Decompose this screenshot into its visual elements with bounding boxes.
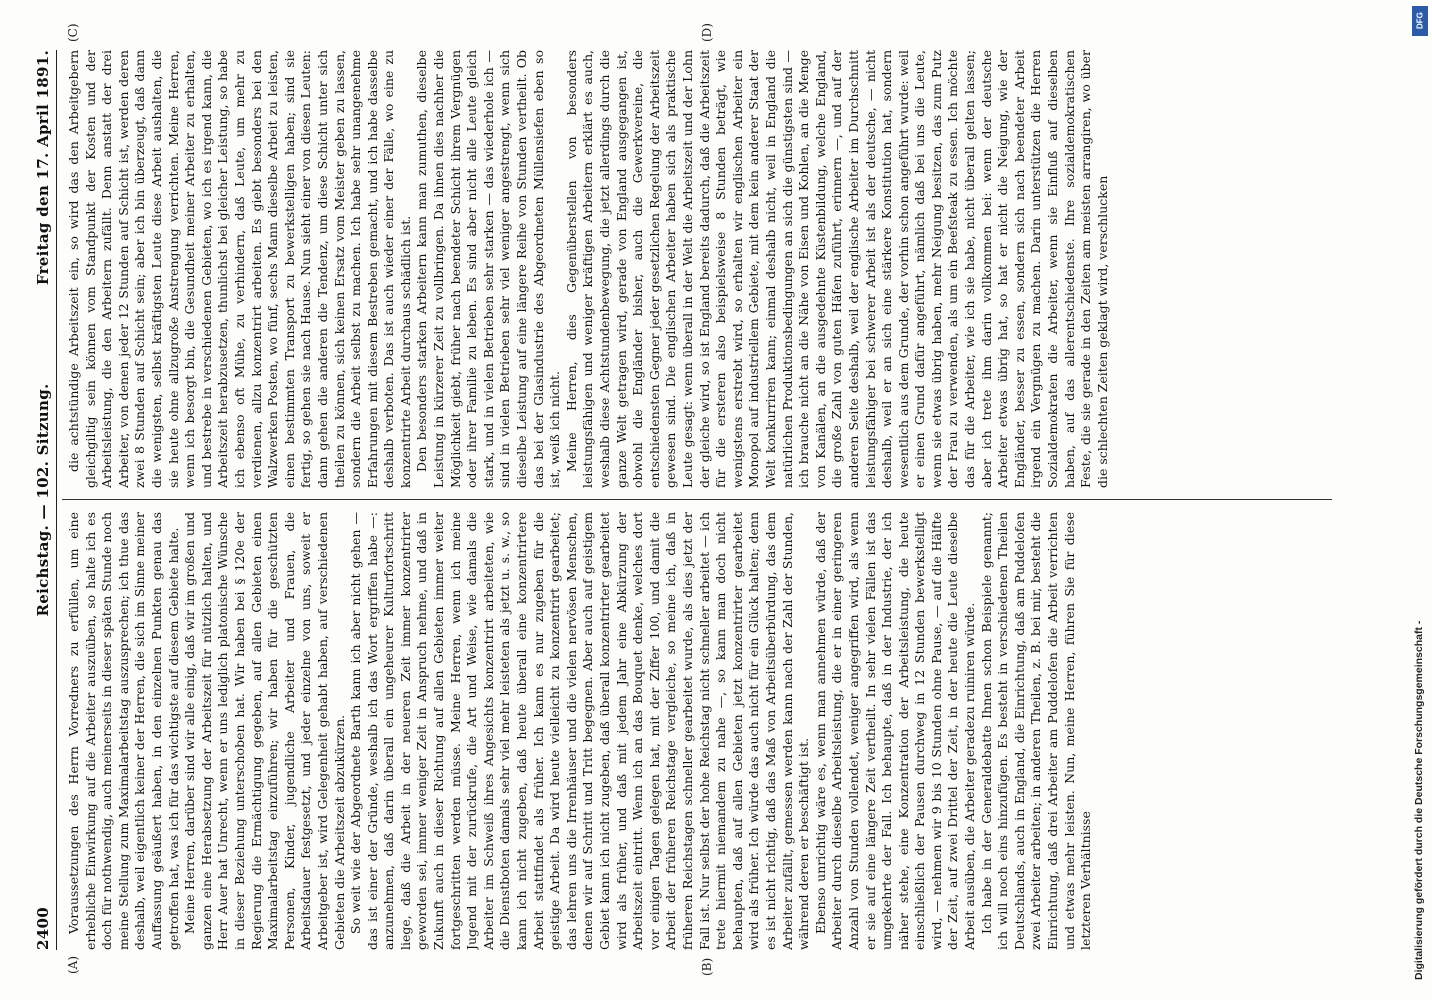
paragraph: die achtstündige Arbeitszeit ein, so wird das den Arbeitgebern gleichgiltig sein können vom Standpunkt der Kosten und der Arbeitsleistung, die den Arbeitern zufällt. Denn anstatt der drei Arbeiter, von denen jeder 12 Stunden auf Schicht ist, werden deren zwei 8 Stunden auf Schicht sein; aber ich bin überzeugt, daß dann die wenigsten, selbst kräftigsten Leute diese Arbeit aushalten, die sie heute ohne allzugroße Anstrengung verrichten. Meine Herren, wenn ich besorgt bin, die Gesundheit meiner Arbeiter zu erhalten, und bestrebe in verschiedenen Gebieten, wo ich es irgend kann, die Arbeitszeit herabzusetzen, thunlichst bei gleicher Leistung, so habe ich ebenso oft Mühe, zu verhindern, daß Leute, um mehr zu verdienen, allzu konzentrirt arbeiten. Es giebt besonders bei den Walzwerken Posten, wo fünf, sechs Mann dieselbe Arbeit zu leisten, einen bestimmten Transport zu bewerkstelligen haben; sind sie fertig, so gehen sie nach Hause. Nun sieht einer von diesen Leuten: dann gehen die anderen die Tendenz, um diese Schicht unter sich theilen zu können, sich keinen Ersatz vom Meister geben zu lassen, sondern die Arbeit selbst zu machen. Ich habe sehr unangenehme Erfahrungen mit diesem Bestreben gemacht, und ich habe dasselbe deshalb verboten. Das ist auch wieder einer der Fälle, wo eine zu konzentrirte Arbeit durchaus schädlich ist. <box>66 50 413 488</box>
paragraph: Ebenso unrichtig wäre es, wenn man annehmen würde, daß der Arbeiter durch dieselbe Arbeitsleistung, die er in einer geringeren Anzahl von Stunden vollendet, weniger angegriffen wird, als wenn er sie auf eine längere Zeit vertheilt. In sehr vielen Fällen ist das umgekehrte der Fall. Ich behaupte, daß in der Industrie, der ich näher stehe, eine Konzentration der Arbeitsleistung, die heute einschließlich der Pausen durchweg in 12 Stunden bewerkstelligt wird, — nehmen wir 9 bis 10 Stunden ohne Pause, — auf die Hälfte der Zeit, auf zwei Drittel der Zeit, in der heute die Leute dieselbe Arbeit ausüben, die Arbeiter geradezu ruiniren würde. <box>812 512 978 950</box>
paragraph: So weit wie der Abgeordnete Barth kann ich aber nicht gehen — das ist einer der Gründe, weshalb ich das Wort ergriffen habe —: anzunehmen, daß darin überall ein ungeheurer Kulturfortschritt liege, daß die Arbeit in der neueren Zeit immer konzentrirter geworden sei, immer weniger Zeit in Anspruch nehme, und daß in Zukunft auch in dieser Richtung auf allen Gebieten immer weiter fortgeschritten werden müsse. Meine Herren, wenn ich meine Jugend mit der zurückrufe, die Art und Weise, wie damals die Arbeiter im Schweiß ihres Angesichts konzentrirt arbeiteten, wie die Dienstboten damals sehr viel mehr leisteten als jetzt u. s. w., so kann ich nicht zugeben, daß heute überall eine konzentrirtere Arbeit stattfindet als früher. Ich kann es nur zugeben für die geistige Arbeit. Da wird heute vielleicht zu konzentrirt gearbeitet; das lehren uns die Irrenhäuser und die vielen nervösen Menschen, denen wir auf Schritt und Tritt begegnen. Aber auch auf geistigem Gebiet kann ich nicht zugeben, daß überall konzentrirter gearbeitet wird als früher, und daß mit jedem Jahr eine Abkürzung der Arbeitszeit eintritt. Wenn ich an das Bouquet denke, welches dort vor einigen Tagen gelegen hat, mit der Ziffer 100, und damit die Arbeit der früheren Reichstage vergleiche, so meine ich, daß in früheren Reichstagen schneller gearbeitet wurde, als dies jetzt der Fall ist. Nur selbst der hohe Reichstag nicht schneller arbeitet — ich trete hiermit niemandem zu nahe —, so kann man doch nicht behaupten, daß auf allen Gebieten jetzt konzentrirter gearbeitet wird als früher. Ich würde das auch nicht für ein Glück halten; denn es ist nicht richtig, daß das Maß von Arbeitsüberbürdung, das dem Arbeiter zufällt, gemessen werden kann nach der Zahl der Stunden, während deren er beschäftigt ist. <box>348 512 812 950</box>
paragraph: Meine Herren, darüber sind wir alle einig, daß wir im großen und ganzen eine Herabsetzung der Arbeitszeit für nützlich halten, und Herr Auer hat Unrecht, wenn er uns lediglich platonische Wünsche in dieser Beziehung unterschoben hat. Wir haben bei § 120e der Regierung die Ermächtigung gegeben, auf allen Gebieten einen Maximalarbeitstag einzuführen; wir haben für die geschützten Personen, Kinder, jugendliche Arbeiter und Frauen, die Arbeitsdauer festgesetzt, und jeder einzelne von uns, soweit er Arbeitgeber ist, wird Gelegenheit gehabt haben, auf verschiedenen Gebieten die Arbeitszeit abzukürzen. <box>182 512 347 950</box>
paragraph: Meine Herren, dies Gegenüberstellen von besonders leistungsfähigen und weniger kräftigen Arbeitern erklärt es auch, weshalb diese Achtstundenbewegung, die jetzt allerdings durch die ganze Welt getragen wird, gerade von England ausgegangen ist, obwohl die Engländer bisher, auch die Gewerkvereine, die entschiedensten Gegner jeder gesetzlichen Regelung der Arbeitszeit gewesen sind. Die englischen Arbeiter haben sich als praktische Leute gesagt: wenn überall in der Welt die Arbeitszeit und der Lohn der gleiche wird, so ist England bereits dadurch, daß die Arbeitszeit für die ersteren also beispielsweise 8 Stunden beträgt, wie wenigstens erstrebt wird, so erhalten wir englischen Arbeiter ein Monopol auf industriellem Gebiete, mit dem kein anderer Staat der Welt konkurriren kann; einmal deshalb nicht, weil in England die natürlichen Produktionsbedingungen an sich die günstigsten sind — ich brauche nicht an die Nähe von Eisen und Kohlen, an die Menge von Kanälen, an die ausgedehnte Küstenbildung, welche England, die große Zahl von guten Häfen zuführt, erinnern —, und auf der anderen Seite deshalb, weil der englische Arbeiter im Durchschnitt leistungsfähiger bei schwerer Arbeit ist als der deutsche, — nicht deshalb, weil er an sich eine stärkere Konstitution hat, sondern wesentlich aus dem Grunde, der vorhin schon angeführt wurde: weil er einen Grund dafür angeführt, nämlich daß bei uns die Leute, wenn sie etwas übrig haben, mehr Neigung besitzen, das zum Putz der Frau zu verwenden, als um ein Beefsteak zu essen. Ich möchte das für die Arbeiter, wie ich sie habe, nicht überall gelten lassen; aber ich trete ihm darin vollkommen bei: wenn der deutsche Arbeiter etwas übrig hat, so hat er nicht die Neigung, wie der Engländer, besser zu essen, sondern sich nach beendeter Arbeit irgend ein Vergnügen zu machen. Darin unterstützen die Herren Sozialdemokraten die Arbeiter, wenn sie Einfluß auf dieselben haben, auf das allerentschiedenste. Ihre sozialdemokratischen Feste, die sie gerade in den Zeiten am meisten arrangiren, wo über die schlechten Zeiten geklagt wird, verschlucken <box>563 50 1110 488</box>
margin-marker-c: (C) <box>66 23 80 42</box>
dfg-logo: DFG <box>1412 6 1428 36</box>
page-number: 2400 <box>34 907 52 950</box>
document-page <box>0 20 1360 980</box>
column-divider <box>62 499 1332 500</box>
session-date: Freitag den 17. April 1891. <box>34 50 52 286</box>
session-title: Reichstag. — 102. Sitzung. <box>34 383 52 617</box>
margin-marker-b: (B) <box>700 957 714 976</box>
paragraph: Den besonders starken Arbeitern kann man zumuthen, dieselbe Leistung in kürzerer Zeit zu vollbringen. Da ihnen dies nachher die Möglichkeit giebt, früher nach beendeter Schicht ihrem Vergnügen oder ihrer Familie zu leben. Es sind aber nicht alle Leute gleich stark, und in vielen Betrieben sehr starken — das wiederhole ich — sind in vielen Betrieben sehr viel weniger angestrengt, wenn sich dieselbe Leistung auf eine längere Reihe von Stunden vertheilt. Ob das bei der Glasindustrie des Abgeordneten Müllensiefen eben so ist, weiß ich nicht. <box>414 50 563 488</box>
margin-marker-d: (D) <box>700 23 714 42</box>
credit-text: Digitalisierung gefördert durch die Deutsche Forschungsgemeinschaft - <box>1413 620 1425 980</box>
left-text-column <box>66 512 1328 950</box>
paragraph: Ich habe in der Generaldebatte Ihnen schon Beispiele genannt; ich will noch eins hinzufügen. Es besteht in verschiedenen Theilen Deutschlands, auch in England, die Einrichtung, daß am Puddelofen zwei Arbeiter arbeiten; in anderen Theilen, z. B. bei mir, besteht die Einrichtung, daß drei Arbeiter am Puddelofen die Arbeit verrichten und etwas mehr leisten. Nun, meine Herren, führen Sie für diese letzteren Verhältnisse <box>978 512 1094 950</box>
paragraph: Voraussetzungen des Herrn Vorredners zu erfüllen, um eine erhebliche Einwirkung auf die Arbeiter auszuüben, so halte ich es doch für nothwendig, auch meinerseits in dieser späten Stunde noch meine Stellung zum Maximalarbeitstag auszusprechen; ich thue das deshalb, weil eigentlich keiner der Herren, die sich im Sinne meiner Auffassung geäußert haben, in den einzelnen Punkten genau das getroffen hat, was ich für das wichtigste auf diesem Gebiete halte. <box>66 512 181 950</box>
page-header <box>32 50 57 950</box>
margin-marker-a: (A) <box>66 955 80 974</box>
right-text-column <box>66 50 1328 488</box>
digitization-credit <box>1398 20 1428 980</box>
